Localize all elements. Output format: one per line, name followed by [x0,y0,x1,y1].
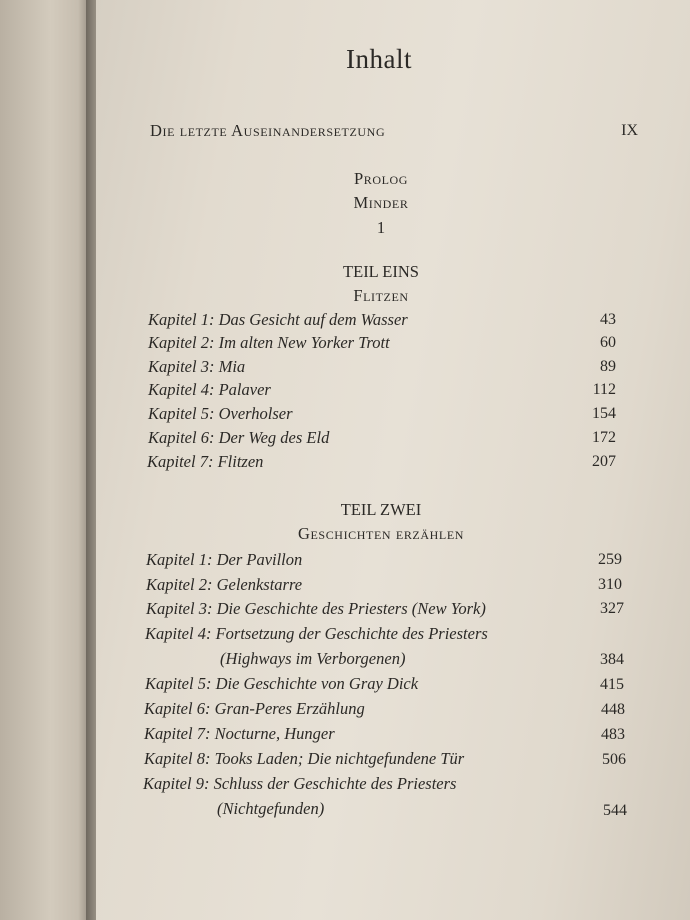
part2-chapter [143,774,456,794]
chapter-label: Kapitel 2: [148,333,215,352]
chapter-label: Kapitel 8: [144,749,211,768]
chapter-title: Gelenkstarre [216,575,303,594]
chapter-label: Kapitel 7: [147,452,214,471]
intro-page: IX [621,122,638,139]
part2-chapter [144,749,464,769]
chapter-label: Kapitel 3: [146,599,213,618]
chapter-page: 172 [592,429,616,446]
part1-chapter [148,357,245,377]
chapter-page: 310 [598,576,622,593]
chapter-title: Tooks Laden; Die nichtgefundene Tür [214,749,465,768]
chapter-page: 544 [603,802,627,819]
part1-label: TEIL EINS [343,262,419,281]
chapter-title: Der Weg des Eld [218,428,330,447]
chapter-title: Der Pavillon [216,550,303,569]
left-page-edge [0,0,92,920]
chapter-label: Kapitel 3: [148,357,215,376]
part2-label: TEIL ZWEI [340,500,422,519]
chapter-page: 259 [598,551,622,568]
chapter-page: 327 [600,600,624,617]
part2-chapter [145,674,418,694]
part1-chapter [148,333,390,353]
chapter-label: Kapitel 6: [148,428,215,447]
chapter-page: 112 [592,381,616,398]
part2-chapter [144,699,365,719]
part1-chapter [147,452,263,472]
chapter-label: Kapitel 6: [144,699,211,718]
chapter-title: Die Geschichte des Priesters (New York) [216,599,486,618]
chapter-label: Kapitel 5: [145,674,212,693]
chapter-page: 207 [592,453,616,470]
chapter-page: 154 [592,405,616,422]
chapter-title-continued: (Highways im Verborgenen) [220,649,406,668]
chapter-title: Gran-Peres Erzählung [214,699,365,718]
intro-label: Die letzte Auseinandersetzung [150,121,386,140]
chapter-label: Kapitel 5: [148,404,215,423]
chapter-page: 89 [600,358,616,375]
chapter-page: 415 [600,676,624,693]
part2-chapter [146,599,486,619]
chapter-title: Das Gesicht auf dem Wasser [218,310,408,329]
chapter-page: 43 [600,311,616,328]
chapter-label: Kapitel 1: [146,550,213,569]
chapter-label: Kapitel 2: [146,575,213,594]
chapter-title: Die Geschichte von Gray Dick [215,674,419,693]
part2-chapter [145,624,488,644]
part2-chapter [146,550,302,570]
chapter-page: 483 [601,726,625,743]
chapter-title: Overholser [218,404,293,423]
part1-chapter [148,380,271,400]
page-title: Inhalt [346,44,412,74]
chapter-title: Palaver [218,380,271,399]
part1-chapter [148,404,293,424]
chapter-title: Im alten New Yorker Trott [218,333,390,352]
prolog-subtitle: Minder [353,193,409,212]
chapter-page: 506 [602,751,626,768]
toc-page [96,0,690,920]
chapter-title-continued: (Nichtgefunden) [217,799,325,818]
chapter-title: Schluss der Geschichte des Priesters [213,774,457,793]
chapter-title: Mia [218,357,246,376]
chapter-label: Kapitel 4: [148,380,215,399]
chapter-label: Kapitel 9: [143,774,210,793]
part1-chapter [148,428,329,448]
chapter-label: Kapitel 7: [144,724,211,743]
chapter-label: Kapitel 4: [145,624,212,643]
chapter-label: Kapitel 1: [148,310,215,329]
part1-chapter [148,310,408,330]
chapter-title: Flitzen [217,452,264,471]
part2-chapter [144,724,335,744]
chapter-page: 60 [600,334,616,351]
chapter-page: 448 [601,701,625,718]
part2-subtitle: Geschichten erzählen [297,524,465,543]
prolog-label: Prolog [353,169,409,188]
chapter-title: Fortsetzung der Geschichte des Priesters [215,624,488,643]
part1-subtitle: Flitzen [353,286,409,305]
chapter-title: Nocturne, Hunger [214,724,335,743]
prolog-page: 1 [376,218,386,237]
chapter-page: 384 [600,651,624,668]
part2-chapter [146,575,302,595]
